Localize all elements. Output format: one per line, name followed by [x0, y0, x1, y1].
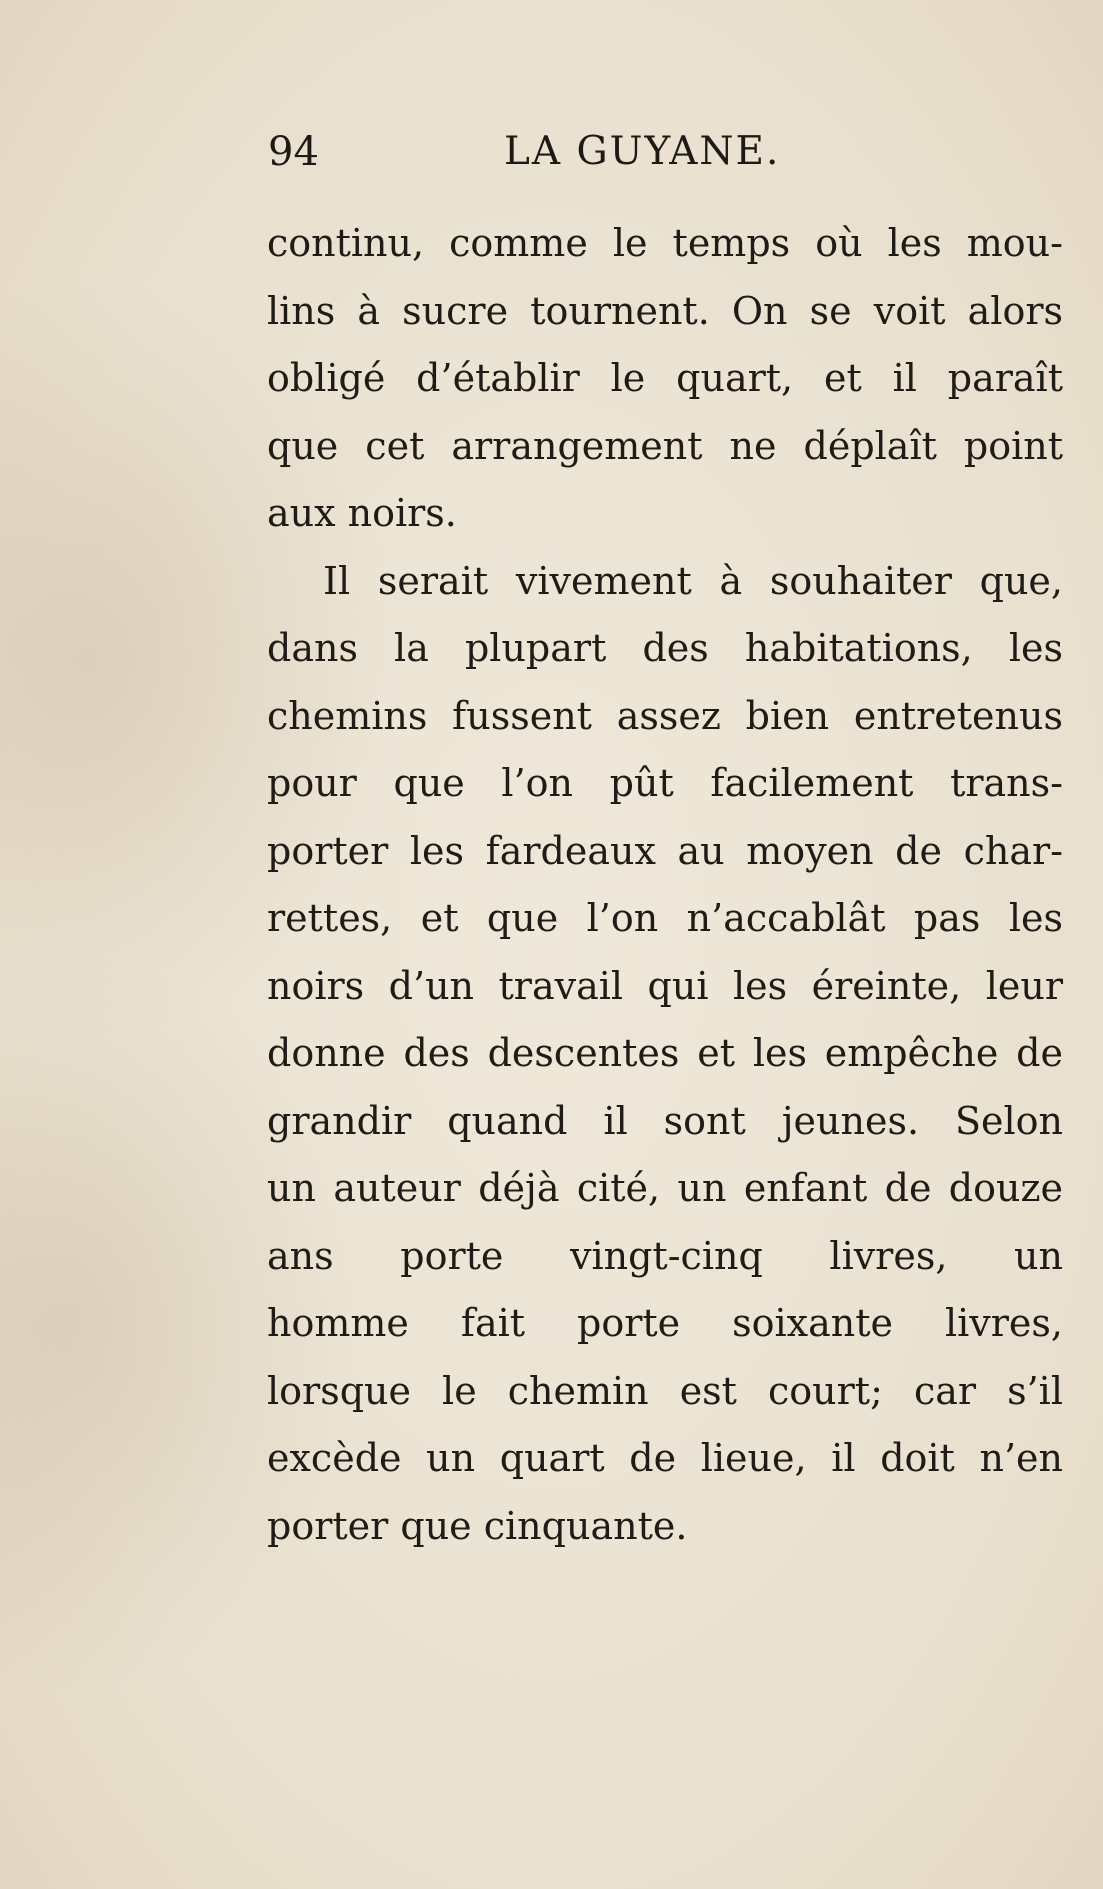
page-header — [268, 118, 828, 178]
text-line: excède un quart de lieue, il doit n’en — [267, 1436, 1063, 1480]
text-line: un auteur déjà cité, un enfant de douze — [267, 1166, 1063, 1210]
text-line: lorsque le chemin est court; car s’il — [267, 1368, 1063, 1413]
text-line: homme fait porte soixante livres, — [267, 1301, 1063, 1345]
text-line: rettes, et que l’on n’accablât pas les — [267, 896, 1063, 940]
text-line: noirs d’un travail qui les éreinte, leur — [267, 963, 1063, 1008]
text-line: grandir quand il sont jeunes. Selon — [267, 1098, 1063, 1143]
text-line: dans la plupart des habitations, les — [267, 626, 1063, 670]
text-line: que cet arrangement ne déplaît point — [267, 423, 1063, 468]
running-head: LA GUYANE. — [504, 129, 781, 174]
text-line: lins à sucre tournent. On se voit alors — [267, 288, 1063, 333]
text-line: chemins fussent assez bien entretenus — [267, 693, 1063, 738]
text-line: continu, comme le temps où les mou- — [267, 221, 1063, 265]
text-line: ans porte vingt-cinq livres, un — [267, 1233, 1063, 1278]
page-number: 94 — [268, 129, 319, 175]
paragraph-2 — [267, 548, 1063, 1561]
text-line: obligé d’établir le quart, et il paraît — [267, 356, 1063, 400]
paragraph-1 — [267, 210, 1063, 548]
text-line: aux noirs. — [267, 491, 457, 535]
text-line: porter les fardeaux au moyen de char- — [267, 828, 1063, 873]
body-text — [267, 210, 1063, 1560]
text-line: Il serait vivement à souhaiter que, — [323, 558, 1063, 603]
text-line: pour que l’on pût facilement trans- — [267, 761, 1063, 805]
text-line: porter que cinquante. — [267, 1503, 688, 1548]
text-line: donne des descentes et les empêche de — [267, 1031, 1063, 1075]
